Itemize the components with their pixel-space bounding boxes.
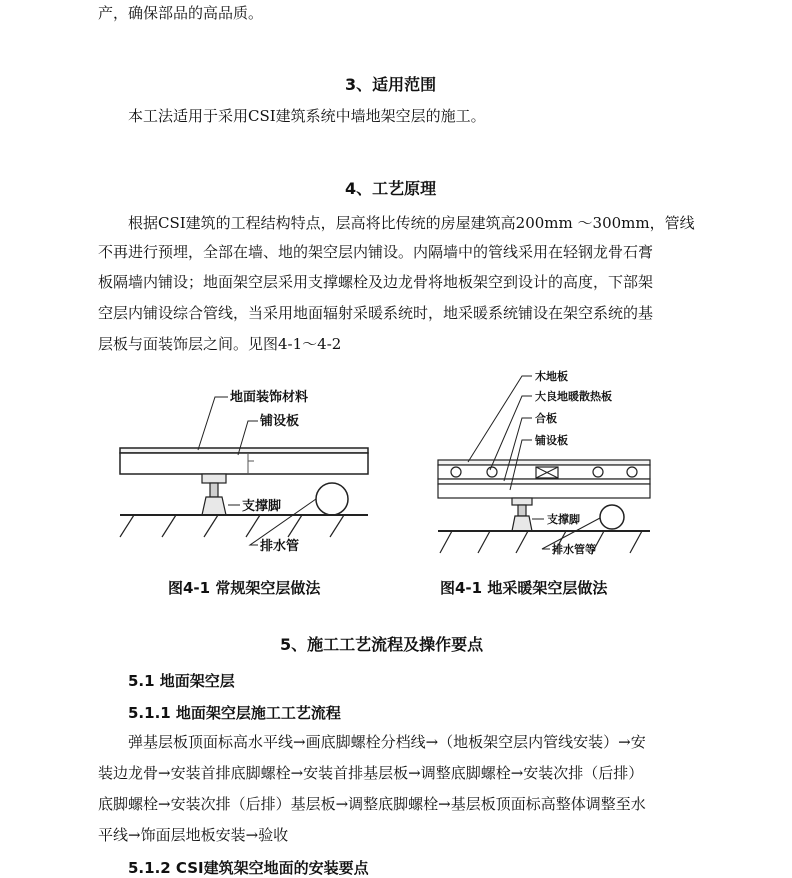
paragraph-line: 不再进行预埋，全部在墙、地的架空层内铺设。内隔墙中的管线采用在轻钢龙骨石膏 bbox=[98, 243, 654, 261]
figure-conventional-raised-floor bbox=[110, 375, 370, 560]
figure-floor-heating-raised-floor bbox=[432, 366, 657, 561]
label-pipes: 排水管等 bbox=[552, 543, 596, 556]
label-plywood: 合板 bbox=[535, 412, 557, 425]
section-3-body: 本工法适用于采用CSI建筑系统中墙地架空层的施工。 bbox=[128, 107, 486, 125]
label-wood-floor: 木地板 bbox=[535, 370, 568, 383]
label-drain-pipe: 排水管 bbox=[260, 539, 300, 554]
paragraph-line: 空层内铺设综合管线，当采用地面辐射采暖系统时，地采暖系统铺设在架空系统的基 bbox=[98, 304, 654, 322]
section-5-1-heading: 5.1 地面架空层 bbox=[128, 672, 235, 690]
label-finish-material: 地面装饰材料 bbox=[230, 390, 309, 405]
label-board: 铺设板 bbox=[535, 434, 568, 447]
flow-line: 底脚螺栓→安装次排（后排）基层板→调整底脚螺栓→基层板顶面标高整体调整至水 bbox=[98, 795, 646, 813]
paragraph-line: 根据CSI建筑的工程结构特点，层高将比传统的房屋建筑高200mm ～300mm，管线 bbox=[128, 214, 695, 232]
figure-2-caption: 图4-1 地采暖架空层做法 bbox=[440, 579, 608, 597]
section-5-heading: 5、施工工艺流程及操作要点 bbox=[280, 635, 484, 654]
section-5-1-2-heading: 5.1.2 CSI建筑架空地面的安装要点 bbox=[128, 859, 369, 877]
label-heat-panel: 大良地暖散热板 bbox=[535, 390, 612, 403]
figure-1-caption: 图4-1 常规架空层做法 bbox=[168, 579, 321, 597]
paragraph-line: 板隔墙内铺设；地面架空层采用支撑螺栓及边龙骨将地板架空到设计的高度，下部架 bbox=[98, 273, 654, 291]
label-support-leg: 支撑脚 bbox=[242, 499, 282, 514]
paragraph-line: 层板与面装饰层之间。见图4-1～4-2 bbox=[98, 335, 342, 353]
label-board: 铺设板 bbox=[260, 414, 300, 429]
flow-line: 平线→饰面层地板安装→验收 bbox=[98, 826, 289, 844]
section-3-heading: 3、适用范围 bbox=[345, 75, 437, 94]
flow-line: 弹基层板顶面标高水平线→画底脚螺栓分档线→（地板架空层内管线安装）→安 bbox=[128, 733, 646, 751]
carryover-text: 产，确保部品的高品质。 bbox=[98, 4, 264, 22]
section-5-1-1-heading: 5.1.1 地面架空层施工工艺流程 bbox=[128, 704, 341, 722]
flow-line: 装边龙骨→安装首排底脚螺栓→安装首排基层板→调整底脚螺栓→安装次排（后排） bbox=[98, 764, 644, 782]
label-support-leg: 支撑脚 bbox=[547, 513, 580, 526]
section-4-heading: 4、工艺原理 bbox=[345, 179, 437, 198]
